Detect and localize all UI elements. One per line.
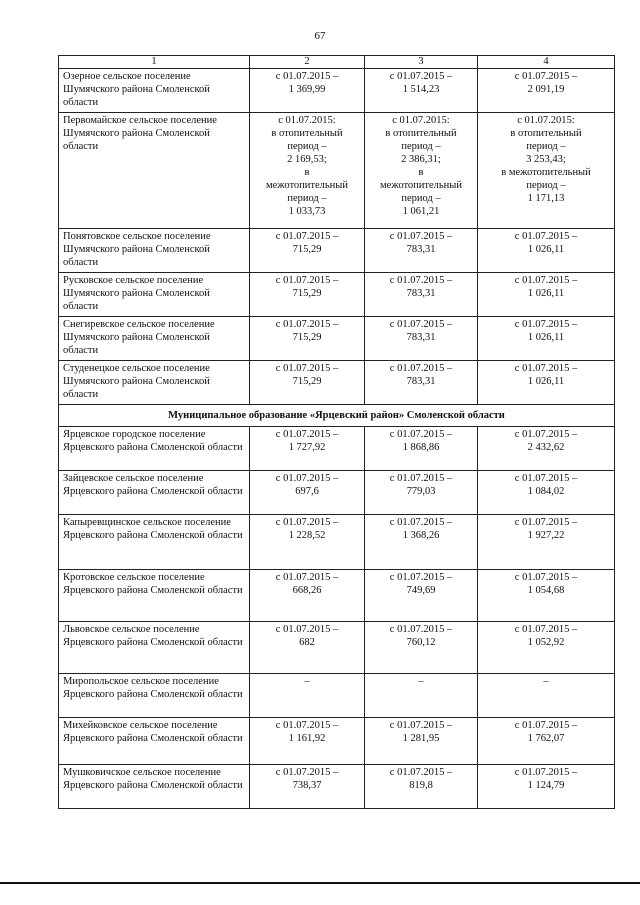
tariff-cell-col4 [478,427,615,471]
tariff-line: период – [287,193,327,204]
column-header-3: 3 [365,56,478,69]
tariff-line: 2 169,53; [287,154,327,165]
tariff-cell-col4 [478,69,615,113]
tariff-line: 1 281,95 [402,733,440,744]
tariff-cell-col2 [250,361,365,405]
tariff-line: 819,8 [409,780,433,791]
tariff-line: 1 026,11 [527,288,565,299]
tariff-line: с 01.07.2015 – [389,71,453,82]
tariff-line: 2 386,31; [401,154,441,165]
table-row [59,471,615,515]
tariff-line: 1 052,92 [527,637,565,648]
tariff-cell-col3 [365,471,478,515]
tariff-cell-col3 [365,718,478,765]
tariff-line: 1 026,11 [527,332,565,343]
tariff-cell-col3 [365,765,478,809]
settlement-name: Зайцевское сельское поселение Ярцевского района Смоленской области [59,471,250,515]
table-row [59,427,615,471]
tariff-cell-col3 [365,570,478,622]
tariff-line: 783,31 [406,288,436,299]
tariff-cell-col2 [250,427,365,471]
tariff-line: 2 432,62 [527,442,565,453]
tariff-line: с 01.07.2015 – [275,319,339,330]
tariff-cell-col2 [250,765,365,809]
table-body-yartsevo [59,427,615,809]
column-header-4: 4 [478,56,615,69]
tariff-line: межотопительный [380,180,462,191]
table-row [59,515,615,570]
settlement-name: Львовское сельское поселение Ярцевского района Смоленской области [59,622,250,674]
tariff-line: с 01.07.2015 – [275,275,339,286]
tariff-cell-col2 [250,471,365,515]
tariff-cell-col2 [250,718,365,765]
tariff-line: 1 927,22 [527,530,565,541]
tariff-cell-col4 [478,361,615,405]
settlement-name: Капыревщинское сельское поселение Ярцевского района Смоленской области [59,515,250,570]
tariff-cell-col3 [365,273,478,317]
tariff-cell-col2 [250,317,365,361]
tariff-line: 1 026,11 [527,244,565,255]
tariff-line: в межотопительный [501,167,591,178]
table-row [59,69,615,113]
settlement-name: Снегиревское сельское поселение Шумячского района Смоленской области [59,317,250,361]
tariff-line: с 01.07.2015 – [275,473,339,484]
tariff-line: 1 124,79 [527,780,565,791]
tariff-line: период – [401,141,441,152]
tariff-line: 783,31 [406,244,436,255]
tariff-cell-col2 [250,515,365,570]
tariff-line: 1 033,73 [288,206,326,217]
tariff-line: 1 514,23 [402,84,440,95]
tariff-line: 779,03 [406,486,436,497]
tariff-line: 1 228,52 [288,530,326,541]
tariff-line: период – [526,180,566,191]
tariff-line: с 01.07.2015: [278,115,336,126]
tariff-cell-col4 [478,317,615,361]
table-row [59,570,615,622]
settlement-name: Ярцевское городское поселение Ярцевского района Смоленской области [59,427,250,471]
tariff-cell-col2 [250,69,365,113]
tariff-line: 1 369,99 [288,84,326,95]
tariff-cell-col2 [250,622,365,674]
tariff-line: с 01.07.2015 – [275,720,339,731]
tariff-line: 738,37 [292,780,322,791]
tariff-cell-col3 [365,622,478,674]
tariff-line: с 01.07.2015 – [389,319,453,330]
tariff-line: период – [287,141,327,152]
settlement-name: Русковское сельское поселение Шумячского района Смоленской области [59,273,250,317]
tariff-line: – [418,676,424,687]
tariff-line: с 01.07.2015 – [514,624,578,635]
tariff-line: с 01.07.2015 – [275,429,339,440]
tariff-line: с 01.07.2015 – [514,720,578,731]
table-row [59,361,615,405]
table-row [59,317,615,361]
column-header-2: 2 [250,56,365,69]
settlement-name: Кротовское сельское поселение Ярцевского района Смоленской области [59,570,250,622]
tariff-cell-col2 [250,229,365,273]
tariff-line: период – [526,141,566,152]
tariff-line: с 01.07.2015: [517,115,575,126]
tariff-line: 715,29 [292,332,322,343]
tariff-cell-col4 [478,765,615,809]
tariff-line: с 01.07.2015 – [514,572,578,583]
tariff-line: с 01.07.2015 – [514,275,578,286]
tariff-line: с 01.07.2015 – [514,319,578,330]
tariff-table [58,55,615,809]
table-body-shumyachi [59,69,615,405]
tariff-cell-col3 [365,674,478,718]
tariff-cell-col4 [478,273,615,317]
settlement-name: Озерное сельское поселение Шумячского района Смоленской области [59,69,250,113]
tariff-line: с 01.07.2015 – [514,473,578,484]
tariff-cell-col2 [250,674,365,718]
tariff-line: с 01.07.2015 – [275,363,339,374]
tariff-line: 682 [299,637,315,648]
tariff-cell-col4 [478,674,615,718]
tariff-line: 715,29 [292,376,322,387]
tariff-line: с 01.07.2015 – [389,517,453,528]
tariff-line: период – [401,193,441,204]
tariff-line: с 01.07.2015 – [389,720,453,731]
settlement-name: Студенецкое сельское поселение Шумячского района Смоленской области [59,361,250,405]
table-row [59,674,615,718]
tariff-cell-col4 [478,718,615,765]
tariff-line: с 01.07.2015 – [514,71,578,82]
tariff-line: 1 026,11 [527,376,565,387]
tariff-line: с 01.07.2015 – [514,363,578,374]
footer-rule [0,882,640,884]
table-row [59,622,615,674]
table-row [59,718,615,765]
tariff-line: с 01.07.2015 – [389,624,453,635]
tariff-line: с 01.07.2015 – [275,231,339,242]
tariff-line: в [418,167,424,178]
tariff-line: 1 868,86 [402,442,440,453]
tariff-line: 749,69 [406,585,436,596]
tariff-line: с 01.07.2015 – [389,429,453,440]
tariff-cell-col3 [365,229,478,273]
tariff-line: 1 762,07 [527,733,565,744]
tariff-cell-col4 [478,113,615,229]
settlement-name: Понятовское сельское поселение Шумячского района Смоленской области [59,229,250,273]
tariff-line: 1 368,26 [402,530,440,541]
tariff-cell-col2 [250,273,365,317]
tariff-line: с 01.07.2015 – [389,231,453,242]
tariff-line: – [543,676,549,687]
tariff-line: с 01.07.2015 – [275,517,339,528]
settlement-name: Мушковичское сельское поселение Ярцевского района Смоленской области [59,765,250,809]
tariff-line: 760,12 [406,637,436,648]
tariff-line: в отопительный [510,128,582,139]
tariff-line: 715,29 [292,288,322,299]
table-section [59,405,615,427]
settlement-name: Михейковское сельское поселение Ярцевского района Смоленской области [59,718,250,765]
tariff-line: с 01.07.2015 – [514,231,578,242]
settlement-name: Первомайское сельское поселение Шумячского района Смоленской области [59,113,250,229]
tariff-line: 1 054,68 [527,585,565,596]
tariff-cell-col4 [478,622,615,674]
tariff-line: 1 061,21 [402,206,440,217]
tariff-line: с 01.07.2015 – [389,473,453,484]
tariff-line: с 01.07.2015 – [275,71,339,82]
tariff-line: 783,31 [406,332,436,343]
tariff-line: 1 084,02 [527,486,565,497]
tariff-line: с 01.07.2015: [392,115,450,126]
tariff-cell-col2 [250,113,365,229]
table-row [59,273,615,317]
tariff-line: – [304,676,310,687]
table-row [59,765,615,809]
settlement-name: Миропольское сельское поселение Ярцевского района Смоленской области [59,674,250,718]
tariff-line: в отопительный [271,128,343,139]
tariff-cell-col2 [250,570,365,622]
tariff-line: с 01.07.2015 – [389,767,453,778]
tariff-cell-col3 [365,317,478,361]
section-title: Муниципальное образование «Ярцевский район» Смоленской области [59,405,615,427]
tariff-line: 783,31 [406,376,436,387]
page-number: 67 [314,30,326,42]
tariff-cell-col4 [478,515,615,570]
tariff-cell-col3 [365,69,478,113]
tariff-line: в [304,167,310,178]
tariff-line: 1 727,92 [288,442,326,453]
tariff-line: 2 091,19 [527,84,565,95]
tariff-line: с 01.07.2015 – [275,767,339,778]
tariff-cell-col4 [478,570,615,622]
tariff-line: 3 253,43; [526,154,566,165]
tariff-line: 1 171,13 [527,193,565,204]
tariff-cell-col3 [365,113,478,229]
tariff-line: с 01.07.2015 – [275,624,339,635]
table-row [59,113,615,229]
tariff-line: с 01.07.2015 – [514,429,578,440]
tariff-line: с 01.07.2015 – [389,572,453,583]
tariff-line: в отопительный [385,128,457,139]
tariff-cell-col3 [365,515,478,570]
tariff-cell-col3 [365,361,478,405]
tariff-cell-col3 [365,427,478,471]
table-header-row [59,56,615,69]
tariff-line: с 01.07.2015 – [514,517,578,528]
tariff-line: 715,29 [292,244,322,255]
tariff-line: 697,6 [295,486,319,497]
tariff-line: с 01.07.2015 – [389,275,453,286]
tariff-line: с 01.07.2015 – [389,363,453,374]
section-row [59,405,615,427]
table-row [59,229,615,273]
tariff-line: 1 161,92 [288,733,326,744]
tariff-line: межотопительный [266,180,348,191]
tariff-line: с 01.07.2015 – [275,572,339,583]
tariff-cell-col4 [478,471,615,515]
tariff-line: 668,26 [292,585,322,596]
tariff-cell-col4 [478,229,615,273]
tariff-line: с 01.07.2015 – [514,767,578,778]
column-header-1: 1 [59,56,250,69]
